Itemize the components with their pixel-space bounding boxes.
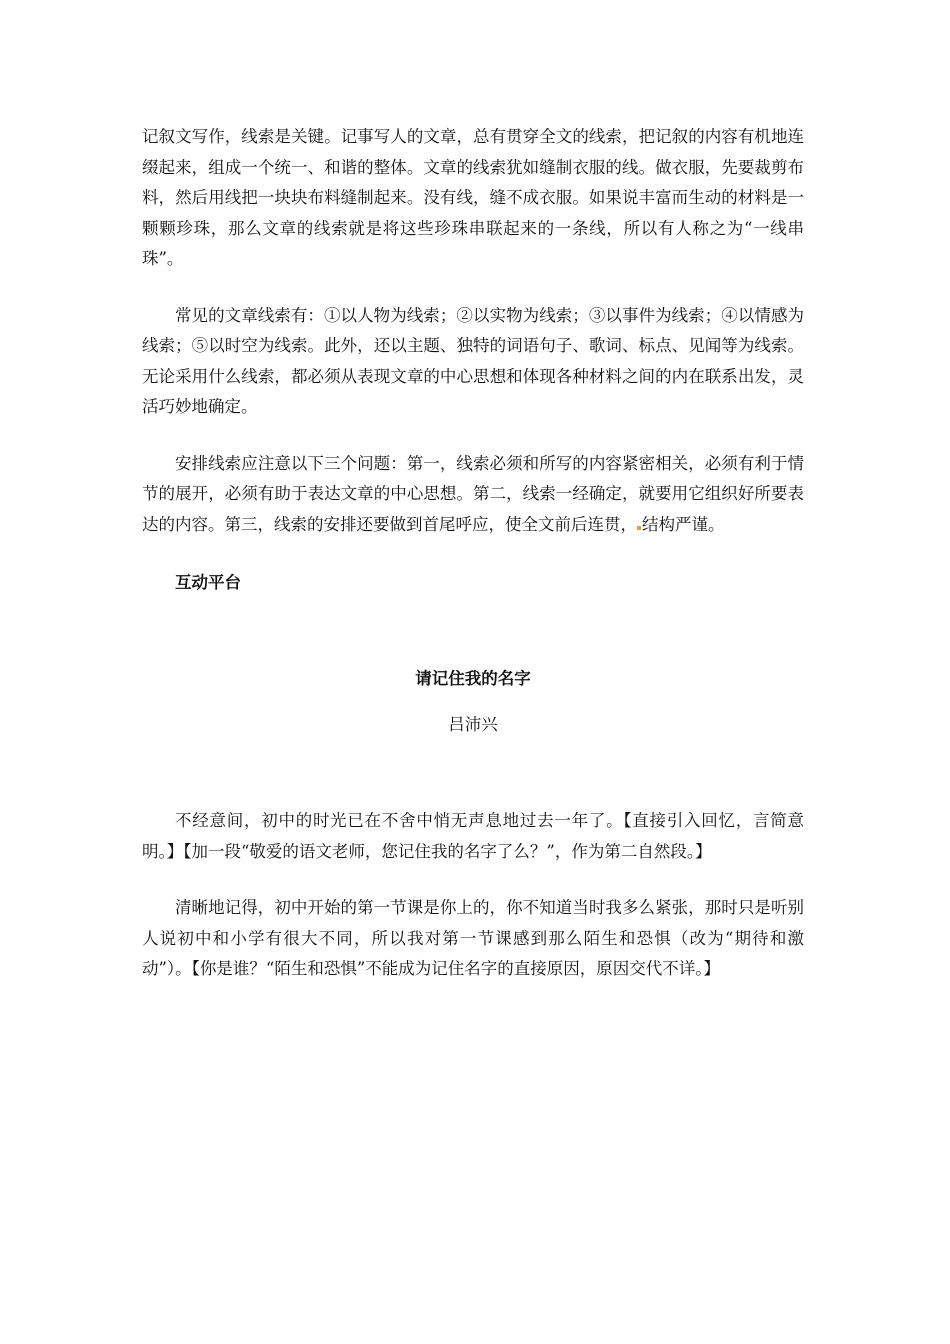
- essay-paragraph-1: 不经意间，初中的时光已在不舍中悄无声息地过去一年了。【直接引入回忆，言简意明。】【加一段“敬爱的语文老师，您记住我的名字了么？”，作为第二自然段。】: [142, 811, 804, 861]
- paragraph-gap: [142, 423, 804, 449]
- essay-author: 吕沛兴: [448, 715, 498, 734]
- section-gap: [142, 598, 804, 664]
- intro-paragraph-1: 记叙文写作，线索是关键。记事写人的文章，总有贯穿全文的线索，把记叙的内容有机地连缀起来，组成一个统一、和谐的整体。文章的线索犹如缝制衣服的线。做衣服，先要裁剪布料，然后用线把一块块布料缝制起来。没有线，缝不成衣服。如果说丰富而生动的材料是一颗颗珍珠，那么文章的线索就是将这些珍珠串联起来的一条线，所以有人称之为“一线串珠”。: [142, 127, 804, 268]
- intro-paragraph-2: 常见的文章线索有：①以人物为线索；②以实物为线索；③以事件为线索；④以情感为线索；⑤以时空为线索。此外，还以主题、独特的词语句子、歌词、标点、见闻等为线索。无论采用什么线索，都必须从表现文章的中心思想和体现各种材料之间的内在联系出发，灵活巧妙地确定。: [142, 305, 804, 416]
- author-gap: [142, 740, 804, 806]
- intro-paragraph-3: [142, 449, 804, 541]
- document-body: [142, 122, 804, 985]
- essay-paragraph-2: 清晰地记得，初中开始的第一节课是你上的，你不知道当时我多么紧张，那时只是听别人说初中和小学有很大不同，所以我对第一节课感到那么陌生和恐惧（改为“期待和激动”）。【你是谁？“陌生和恐惧”不能成为记住名字的直接原因，原因交代不详。】: [142, 898, 804, 978]
- intro-paragraph-3-text: 安排线索应注意以下三个问题：第一，线索必须和所写的内容紧密相关，必须有利于情节的展开，必须有助于表达文章的中心思想。第二，线索一经确定，就要用它组织好所要表达的内容。第三，线索的安排还要做到首尾呼应，使全文前后连贯，: [142, 453, 804, 534]
- essay-title: 请记住我的名字: [415, 669, 531, 688]
- paragraph-gap: [142, 867, 804, 893]
- intro-paragraph-3-end: 结构严谨。: [642, 514, 725, 534]
- paragraph-gap: [142, 540, 804, 568]
- paragraph-gap: [142, 275, 804, 301]
- title-gap: [142, 694, 804, 710]
- highlight-mark: [637, 526, 641, 530]
- section-heading: 互动平台: [175, 573, 241, 592]
